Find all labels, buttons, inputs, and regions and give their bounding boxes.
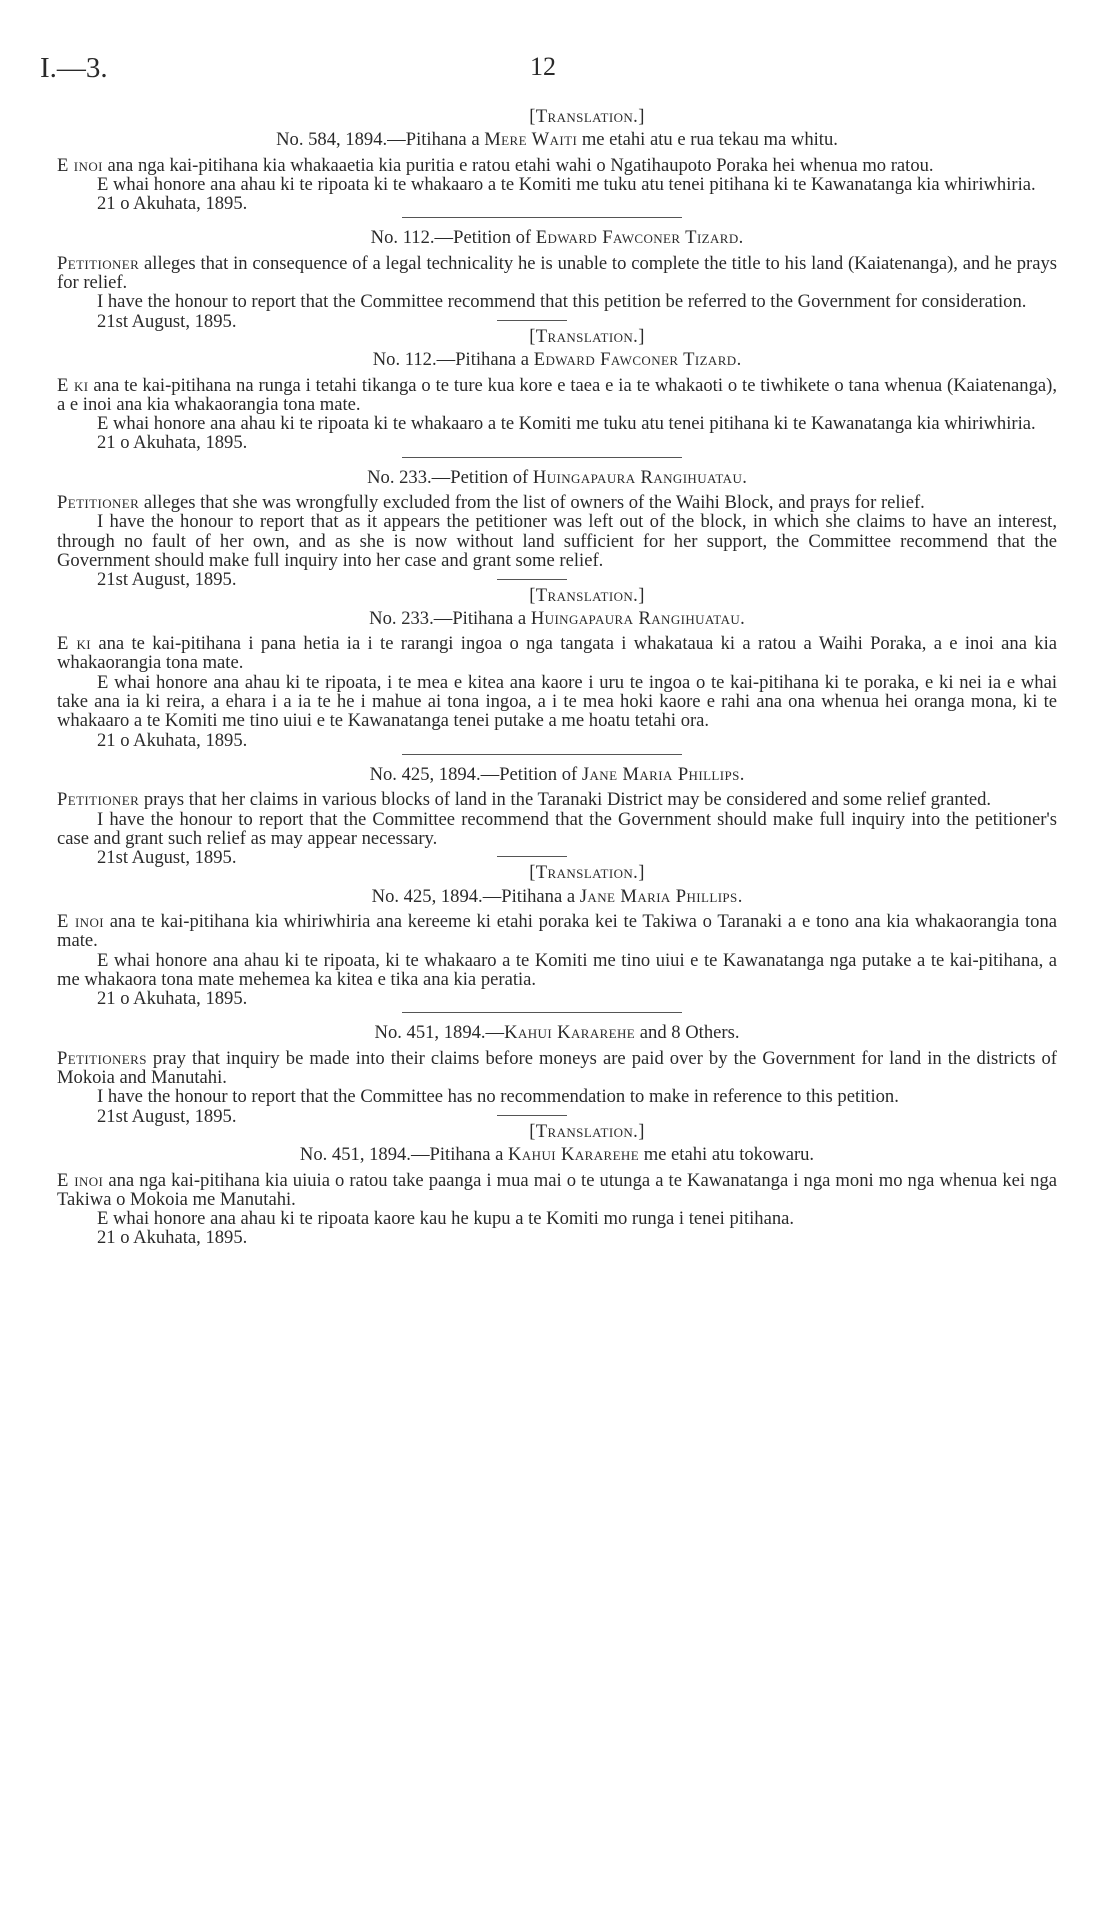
paragraph: E whai honore ana ahau ki te ripoata, ki te whakaaro a te Komiti me tino uiui e te Kawanatanga nga putake a te kai-pitihana, a me whakaora tona mate mehemea ka kitea e tika ana kia peratia. (57, 949, 1057, 990)
section-heading: No. 425, 1894.—Pitihana a Jane Maria Phillips. (371, 885, 743, 907)
section-date: 21st August, 1895. (97, 1105, 237, 1127)
section-heading: No. 451, 1894.—Pitihana a Kahui Kararehe me etahi atu tokowaru. (299, 1144, 815, 1166)
section-date: 21 o Akuhata, 1895. (97, 988, 248, 1010)
section-date: 21st August, 1895. (97, 847, 237, 869)
short-divider (497, 1115, 567, 1116)
paragraph: E inoi ana nga kai-pitihana kia uiuia o ratou take paanga i mua mai o te utunga a te Kawanatanga i nga moni mo nga whenua kei nga Takiwa o Mokoia me Manutahi. (57, 1169, 1057, 1210)
section-divider (402, 754, 682, 755)
document-reference: I.—3. (40, 52, 108, 84)
paragraph: E whai honore ana ahau ki te ripoata ki te whakaaro a te Komiti me tuku atu tenei pitihana ki te Kawanatanga kia whiriwhiria. (97, 413, 1036, 435)
short-divider (497, 856, 567, 857)
section-heading: No. 233.—Pitihana a Huingapaura Rangihuatau. (369, 607, 745, 629)
section-heading: No. 233.—Petition of Huingapaura Rangihuatau. (367, 466, 747, 488)
section-heading: No. 112.—Pitihana a Edward Fawconer Tizard. (372, 349, 742, 371)
translation-label: [Translation.] (529, 862, 645, 884)
section-divider (402, 217, 682, 218)
paragraph: E ki ana te kai-pitihana na runga i tetahi tikanga o te ture kua kore e taea e ia te whakaoti o te tiwhikete o tana whenua (Kaiatenanga), a e inoi ana kia whakaorangia tona mate. (57, 374, 1057, 415)
short-divider (497, 320, 567, 321)
paragraph: I have the honour to report that the Committee recommend that this petition be referred to the Government for consideration. (97, 291, 1027, 313)
paragraph: I have the honour to report that as it appears the petitioner was left out of the block, in which she claims to have an interest, through no fault of her own, and as she is now without land sufficient for her support, the Committee recommend that the Government should make full inquiry into her case and grant some relief. (57, 511, 1057, 571)
paragraph: E inoi ana nga kai-pitihana kia whakaaetia kia puritia e ratou etahi wahi o Ngatihaupoto Poraka hei whenua mo ratou. (57, 154, 934, 176)
petitioner-name: Edward Fawconer Tizard (533, 349, 737, 371)
section-date: 21 o Akuhata, 1895. (97, 1227, 248, 1249)
paragraph: Petitioner alleges that in consequence of a legal technicality he is unable to complete the title to his land (Kaiatenanga), and he prays for relief. (57, 252, 1057, 294)
document-body (57, 107, 1057, 1248)
paragraph: E inoi ana te kai-pitihana kia whiriwhiria ana kereeme ki etahi poraka kei te Takiwa o Taranaki a e tono ana kia whakaorangia tona mate. (57, 910, 1058, 952)
paragraph: E whai honore ana ahau ki te ripoata kaore kau he kupu a te Komiti mo runga i tenei pitihana. (97, 1208, 795, 1230)
section-heading: No. 112.—Petition of Edward Fawconer Tizard. (370, 227, 744, 249)
section-date: 21st August, 1895. (97, 310, 237, 332)
page-header (0, 52, 1114, 92)
short-divider (497, 579, 567, 580)
section-date: 21 o Akuhata, 1895. (97, 432, 248, 454)
petitioner-name: Huingapaura Rangihuatau (530, 607, 741, 629)
section-heading: No. 425, 1894.—Petition of Jane Maria Phillips. (369, 763, 745, 785)
petitioner-name: Kahui Kararehe (508, 1144, 640, 1166)
section-divider (402, 1012, 682, 1013)
section-date: 21st August, 1895. (97, 569, 237, 591)
paragraph: E ki ana te kai-pitihana i pana hetia ia i te rarangi ingoa o nga tangata i whakataua ki a ratou a Waihi Poraka, a e inoi ana kia whakaorangia tona mate. (57, 633, 1057, 674)
petitioner-name: Mere Waiti (484, 129, 578, 151)
paragraph: Petitioner prays that her claims in various blocks of land in the Taranaki District may be considered and some relief granted. (57, 789, 992, 811)
section-heading: No. 451, 1894.—Kahui Kararehe and 8 Others. (374, 1022, 740, 1044)
petitioner-name: Jane Maria Phillips (581, 763, 740, 785)
paragraph: Petitioners pray that inquiry be made into their claims before moneys are paid over by the Government for land in the districts of Mokoia and Manutahi. (57, 1047, 1057, 1089)
paragraph: I have the honour to report that the Committee recommend that the Government should make full inquiry into the petitioner's case and grant such relief as may appear necessary. (57, 808, 1057, 849)
section-divider (402, 457, 682, 458)
petitioner-name: Huingapaura Rangihuatau (532, 466, 743, 488)
paragraph: E whai honore ana ahau ki te ripoata ki te whakaaro a te Komiti me tuku atu tenei pitihana ki te Kawanatanga kia whiriwhiria. (97, 173, 1036, 195)
translation-label: [Translation.] (529, 106, 645, 127)
petitioner-name: Jane Maria Phillips (579, 885, 738, 907)
paragraph: E whai honore ana ahau ki te ripoata, i te mea e kitea ana kaore i uru te ingoa o te kai-pitihana ki te poraka, e ki nei ia e whai take ana ia ki reira, a ehara i a ia te he i mahue ai tona ingoa, a i te mea hoki kaore e rahi ana ona whenua hei oranga mona, ki te whakaaro a te Komiti me tino uiui e te Kawanatanga tenei putake a me hoatu tetahi ora. (57, 671, 1057, 732)
translation-label: [Translation.] (529, 584, 645, 606)
section-date: 21 o Akuhata, 1895. (97, 729, 248, 751)
translation-label: [Translation.] (529, 1120, 645, 1142)
petitioner-name: Kahui Kararehe (504, 1022, 636, 1044)
section-date: 21 o Akuhata, 1895. (97, 193, 248, 215)
page-number: 12 (530, 52, 556, 81)
paragraph: I have the honour to report that the Committee has no recommendation to make in reference to this petition. (97, 1086, 899, 1108)
translation-label: [Translation.] (529, 325, 645, 347)
section-heading: No. 584, 1894.—Pitihana a Mere Waiti me etahi atu e rua tekau ma whitu. (276, 129, 838, 151)
paragraph: Petitioner alleges that she was wrongfully excluded from the list of owners of the Waihi Block, and prays for relief. (57, 492, 925, 514)
petitioner-name: Edward Fawconer Tizard (535, 227, 739, 249)
